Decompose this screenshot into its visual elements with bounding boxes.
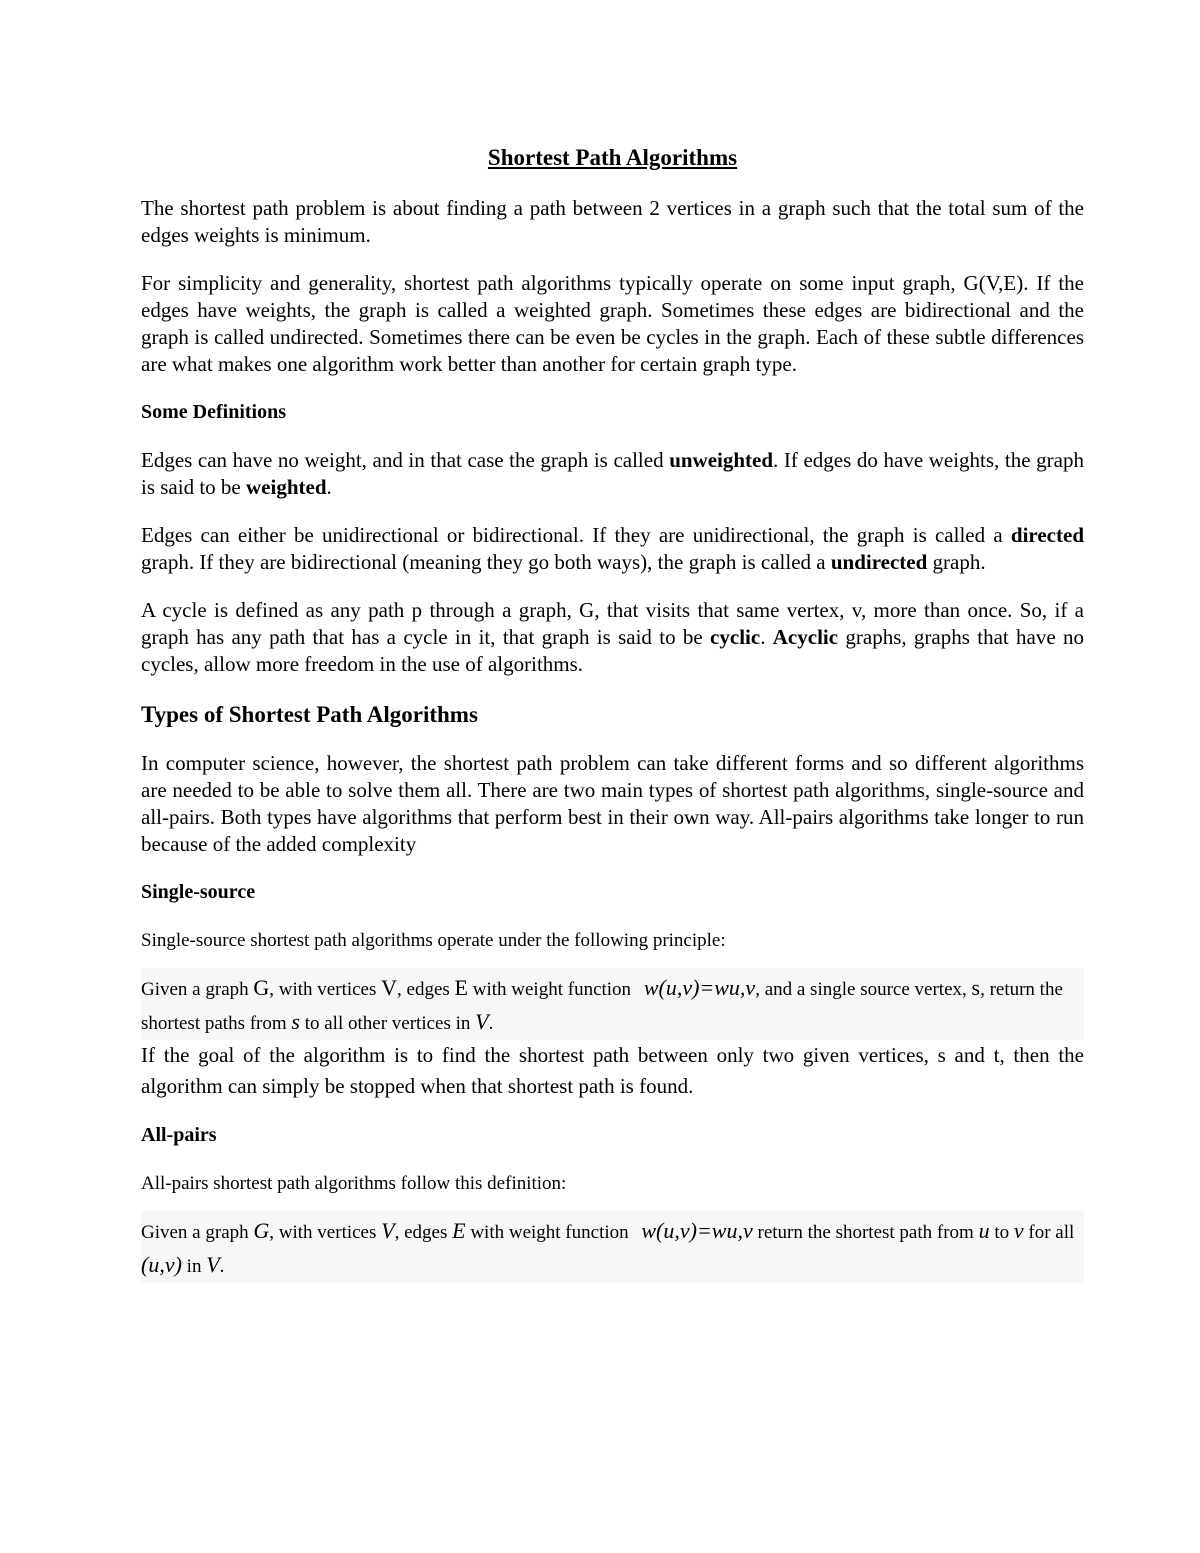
math-weight-function: w(u,v)=wu,v <box>643 975 756 1000</box>
math-V-italic: V <box>475 1009 489 1034</box>
term-unweighted: unweighted <box>669 448 774 472</box>
math-u: u <box>978 1218 990 1243</box>
math-E: E <box>454 975 468 1000</box>
math-G: G <box>253 1218 270 1243</box>
document-body <box>141 143 1084 1283</box>
generality-paragraph: For simplicity and generality, shortest path algorithms typically operate on some input graph, G(V,E). If the edges have weights, the graph is called a weighted graph. Sometimes these edges are bidirectional and the graph is called undirected. Sometimes there can be even be cycles in the graph. Each of these subtle differences are what makes one algorithm work better than another for certain graph type. <box>141 271 1084 376</box>
term-cyclic: cyclic <box>710 625 761 649</box>
math-V: V <box>381 975 398 1000</box>
all-pairs-heading: All-pairs <box>141 1124 217 1146</box>
page-title: Shortest Path Algorithms <box>487 145 738 170</box>
math-v: v <box>1013 1218 1024 1243</box>
all-pairs-definition: All-pairs shortest path algorithms follow this definition: <box>141 1173 567 1194</box>
math-weight-function: w(u,v)=wu,v <box>641 1218 753 1243</box>
definitions-heading: Some Definitions <box>141 401 286 423</box>
math-s: s <box>971 975 981 1000</box>
single-source-principle: Single-source shortest path algorithms operate under the following principle: <box>141 930 726 951</box>
single-source-definition-box: Given a graph G, with vertices V, edges E with weight function w(u,v)=wu,v, and a single source vertex, s, return the shortest paths from s to all other vertices in V. <box>141 968 1084 1040</box>
definition-weighted-paragraph: Edges can have no weight, and in that case the graph is called unweighted. If edges do have weights, the graph is said to be weighted. <box>141 448 1084 499</box>
types-heading: Types of Shortest Path Algorithms <box>141 702 478 727</box>
single-source-goal: If the goal of the algorithm is to find the shortest path between only two given vertices, s and t, then the algorithm can simply be stopped when that shortest path is found. <box>141 1043 1084 1098</box>
term-weighted: weighted <box>246 475 327 499</box>
all-pairs-definition-box: Given a graph G, with vertices V, edges E with weight function w(u,v)=wu,v return the shortest path from u to v for all (u,v) in V. <box>141 1211 1084 1283</box>
math-V-italic: V <box>206 1252 220 1277</box>
math-E: E <box>452 1218 466 1243</box>
math-uv-pair: (u,v) <box>141 1252 182 1277</box>
math-G: G <box>253 975 270 1000</box>
single-source-heading: Single-source <box>141 881 256 903</box>
definition-directed-paragraph: Edges can either be unidirectional or bidirectional. If they are unidirectional, the graph is called a directed graph. If they are bidirectional (meaning they go both ways), the graph is called a undirected graph. <box>141 523 1084 574</box>
term-acyclic: Acyclic <box>772 625 839 649</box>
term-directed: directed <box>1010 523 1084 547</box>
definition-cycle-paragraph: A cycle is defined as any path p through a graph, G, that visits that same vertex, v, more than once. So, if a graph has any path that has a cycle in it, that graph is said to be cyclic. Acyclic graphs, graphs that have no cycles, allow more freedom in the use of algorithms. <box>141 598 1085 676</box>
types-paragraph: In computer science, however, the shortest path problem can take different forms and so different algorithms are needed to be able to solve them all. There are two main types of shortest path algorithms, single-source and all-pairs. Both types have algorithms that perform best in their own way. All-pairs algorithms take longer to run because of the added complexity <box>141 751 1084 856</box>
math-s-italic: s <box>291 1009 300 1034</box>
intro-paragraph: The shortest path problem is about finding a path between 2 vertices in a graph such that the total sum of the edges weights is minimum. <box>141 196 1084 247</box>
math-V: V <box>381 1218 395 1243</box>
term-undirected: undirected <box>830 550 928 574</box>
